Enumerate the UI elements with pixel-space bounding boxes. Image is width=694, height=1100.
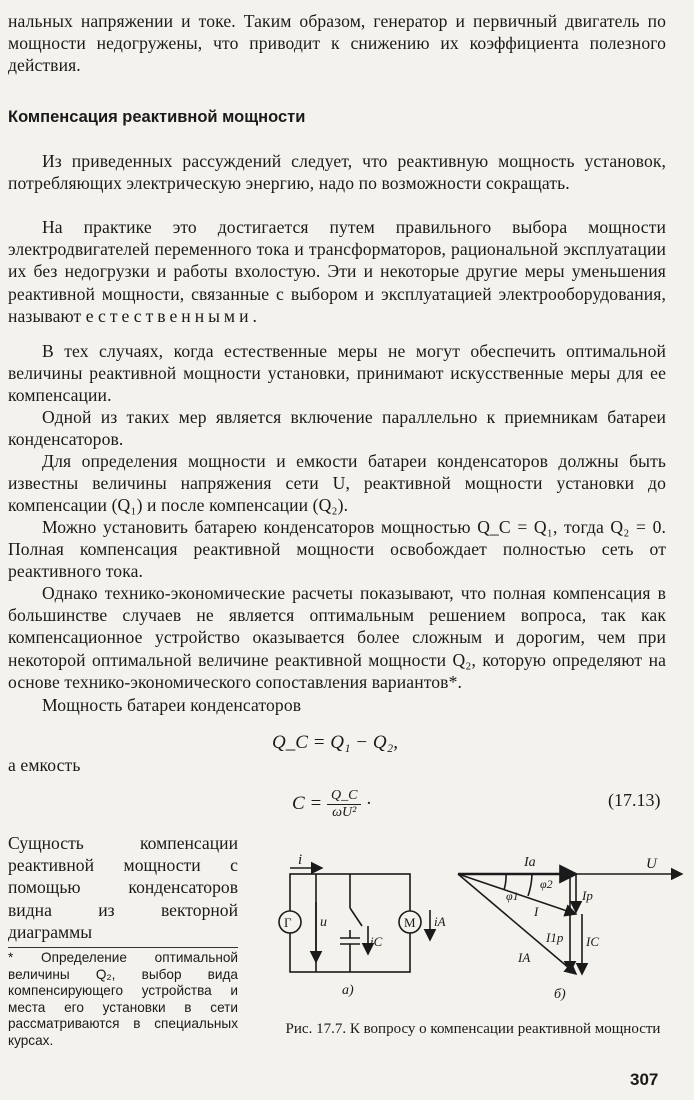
formula-end: · (366, 792, 371, 814)
figure-17-7 (270, 842, 690, 1020)
label-phi1: φ1 (506, 889, 519, 903)
formula-fraction (327, 788, 361, 821)
label-motor: М (404, 915, 416, 930)
label-u-vector: U (646, 856, 657, 872)
paragraph-8: Мощность батареи конденсаторов (42, 695, 302, 715)
paragraph-6: Можно установить батарею конденсаторов мощностью Q_C = Q₁, тогда Q₂ = 0. Полная компенсация реактивной мощности освобождает полностью сеть от реактивного тока. (8, 517, 666, 582)
footnote: * Определение оптимальной величины Q₂, выбор вида компенсирующего устройства и места его установки в сети рассматриваются в специальных курсах. (8, 950, 238, 1048)
label-ia: iA (434, 914, 446, 929)
section-heading: Компенсация реактивной мощности (8, 108, 306, 126)
switch-blade (350, 908, 362, 926)
label-ic-vector: IC (586, 934, 599, 949)
label-generator: Г (284, 915, 292, 930)
paragraph-10: Сущность компенсации реактивной мощности с помощью конденсаторов видна из векторной диаграммы (8, 833, 238, 942)
paragraph-1: Из приведенных рассуждений следует, что реактивную мощность установок, потребляющих электрическую энергию, надо по возможности сокращать. (8, 151, 666, 194)
vector-diagram (458, 874, 682, 974)
label-phi2: φ2 (540, 877, 553, 891)
formula-lhs: C = (292, 792, 323, 814)
equation-number: (17.13) (608, 790, 661, 810)
page-number: 307 (630, 1070, 659, 1089)
figure-caption: Рис. 17.7. К вопросу о компенсации реактивной мощности (285, 1021, 661, 1037)
formula-capacitance (292, 788, 371, 821)
subfigure-a-label: а) (342, 983, 354, 998)
paragraph-2-text: На практике это достигается путем правильного выбора мощности электродвигателей переменного тока и трансформаторов, рациональной эксплуатации их без недогрузки и работы вхолостую. Эти и некоторые другие меры уменьшения реактивной мощности, связанные с выбором и эксплуатацией электрооборудования, называют (8, 217, 666, 326)
label-i1p-vector: I1p (546, 930, 564, 945)
paragraph-2 (8, 216, 666, 327)
formula-capacitor-power: Q_C = Q₁ − Q₂, (272, 732, 398, 753)
paragraph-7: Однако технико-экономические расчеты показывают, что полная компенсация в большинстве случаев не является оптимальным решением вопроса, так как компенсационное устройство оказывается более сложным и дорогим, чем при некоторой оптимальной величине реактивной мощности Q₂, которую определяют на основе технико-экономического сопоставления вариантов*. (8, 583, 666, 692)
paragraph-9: а емкость (8, 755, 81, 775)
angle-phi1-arc (504, 874, 506, 890)
label-ip-vector: Ip (582, 888, 593, 903)
label-ic: iC (370, 934, 383, 949)
label-i: i (298, 852, 303, 868)
formula-numerator: Q_C (327, 788, 361, 805)
paragraph-3: В тех случаях, когда естественные меры не могут обеспечить оптимальной величины реактивной мощности установки, принимают искусственные меры для ее компенсации. (8, 341, 666, 406)
label-u: u (320, 915, 327, 930)
label-i-vector: I (534, 904, 539, 919)
formula-denominator: ωU² (332, 805, 357, 820)
label-ia-vector: Ia (524, 855, 536, 870)
angle-phi2-arc (528, 874, 532, 896)
subfigure-b-label: б) (554, 987, 566, 1002)
emphasis-term: естественными. (85, 305, 261, 326)
paragraph-4: Одной из таких мер является включение параллельно к приемникам батареи конденсаторов. (8, 407, 666, 450)
label-ia-big-vector: IA (518, 950, 531, 965)
paragraph-5: Для определения мощности и емкости батареи конденсаторов должны быть известны величины напряжения сети U, реактивной мощности установки до компенсации (Q₁) и после компенсации (Q₂). (8, 451, 666, 516)
footnote-rule (8, 947, 238, 948)
paragraph-continued: нальных напряжении и токе. Таким образом, генератор и первичный двигатель по мощности недогружены, что приводит к снижению их коэффициента полезного действия. (8, 11, 666, 76)
